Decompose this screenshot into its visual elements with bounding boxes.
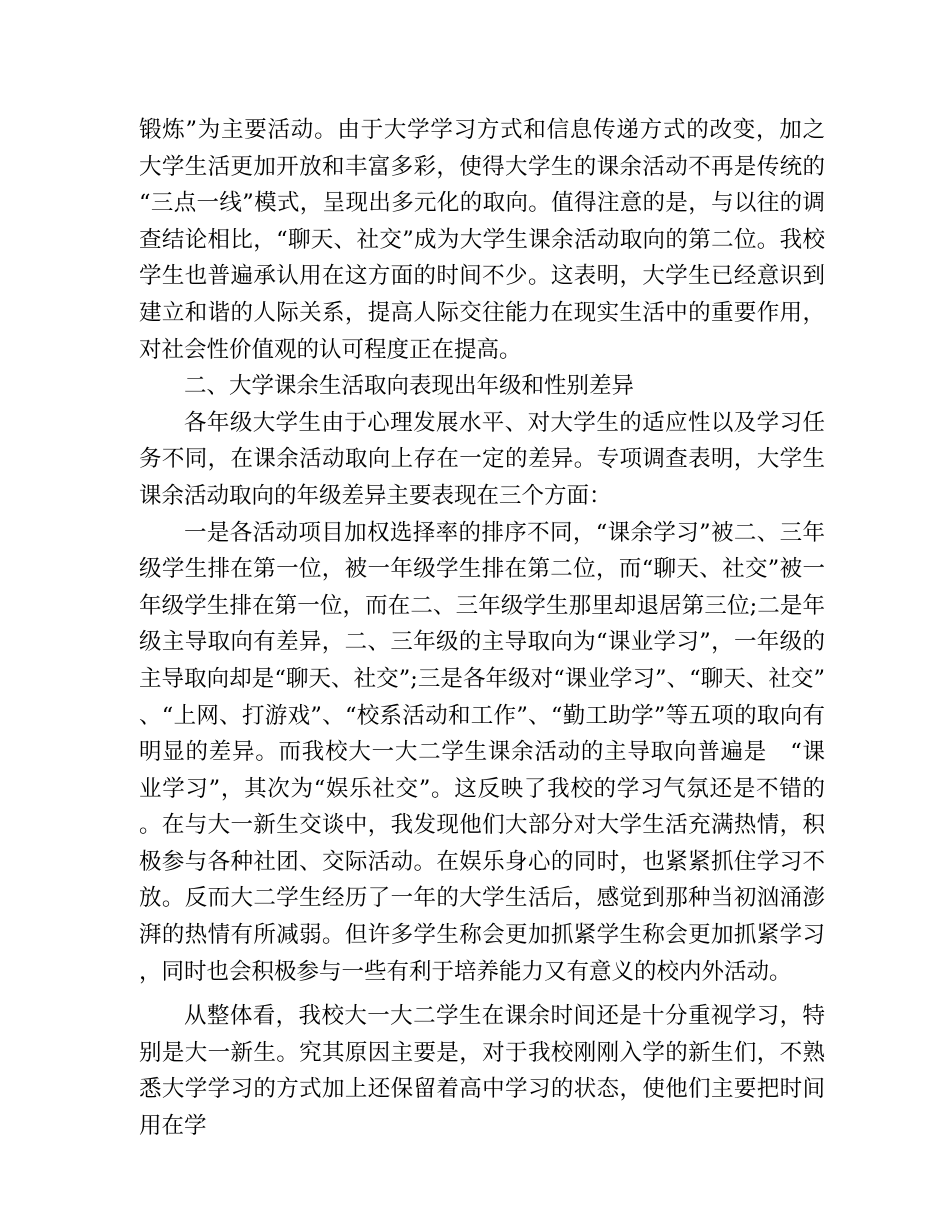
document-body — [139, 112, 825, 1145]
paragraph-overall-view: 从整体看，我校大一大二学生在课余时间还是十分重视学习，特别是大一新生。究其原因主要是，对于我校刚刚入学的新生们，不熟悉大学学习的方式加上还保留着高中学习的状态，使他们主要把时间用在学 — [139, 1003, 825, 1140]
paragraph-gap — [139, 990, 825, 998]
paragraph-three-aspects: 一是各活动项目加权选择率的排序不同，“课余学习”被二、三年级学生排在第一位，被一年级学生排在第二位，而“聊天、社交”被一年级学生排在第一位，而在二、三年级学生那里却退居第三位;二是年级主导取向有差异，二、三年级的主导取向为“课业学习”，一年级的主导取向却是“聊天、社交”;三是各年级对“课业学习”、“聊天、社交”、“上网、打游戏”、“校系活动和工作”、“勤工助学”等五项的取向有明显的差异。而我校大一大二学生课余活动的主导取向普遍是 “课业学习”，其次为“娱乐社交”。这反映了我校的学习气氛还是不错的。在与大一新生交谈中，我发现他们大部分对大学生活充满热情，积极参与各种社团、交际活动。在娱乐身心的同时，也紧紧抓住学习不放。反而大二学生经历了一年的大学生活后，感觉到那种当初汹涌澎湃的热情有所减弱。但许多学生称会更加抓紧学生称会更加抓紧学习，同时也会积极参与一些有利于培养能力又有意义的校内外活动。 — [139, 519, 825, 985]
section-heading: 二、大学课余生活取向表现出年级和性别差异 — [184, 373, 635, 400]
paragraph-grade-differences: 各年级大学生由于心理发展水平、对大学生的适应性以及学习任务不同，在课余活动取向上存在一定的差异。专项调查表明，大学生课余活动取向的年级差异主要表现在三个方面： — [139, 409, 825, 509]
paragraph-continued: 锻炼”为主要活动。由于大学学习方式和信息传递方式的改变，加之大学生活更加开放和丰富多彩，使得大学生的课余活动不再是传统的“三点一线”模式，呈现出多元化的取向。值得注意的是，与以往的调查结论相比，“聊天、社交”成为大学生课余活动取向的第二位。我校学生也普遍承认用在这方面的时间不少。这表明，大学生已经意识到建立和谐的人际关系，提高人际交往能力在现实生活中的重要作用，对社会性价值观的认可程度正在提高。 — [139, 117, 825, 363]
